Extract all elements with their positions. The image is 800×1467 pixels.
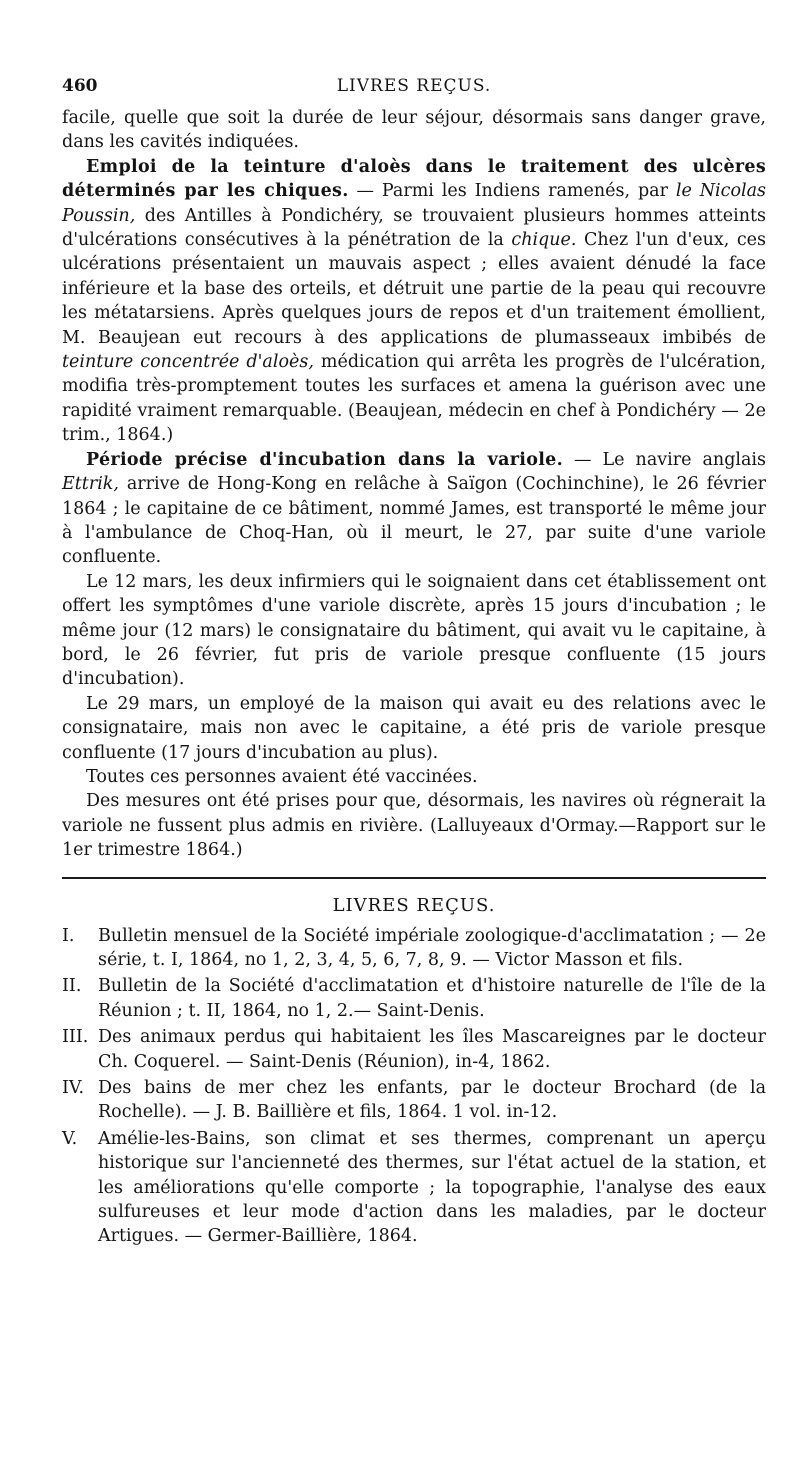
- section-title-livres-recus: LIVRES REÇUS.: [332, 894, 496, 916]
- list-item-number: III.: [62, 1027, 89, 1048]
- book-list: [62, 924, 766, 1249]
- list-item: [62, 1025, 766, 1074]
- paragraph-text: Chez l'un d'eux, ces ulcérations présentaient un mauvais aspect ; elles avaient dénudé la face inférieure et la base des orteils, et détruit une partie de la peau qui recouvre les métatarsiens. Après quelques jours de repos et d'un traitement émollient, M. Beaujean eut recours à des applications de plumasseaux imbibés de: [62, 230, 766, 348]
- page-header: [62, 70, 766, 106]
- paragraph-text: arrive de Hong-Kong en relâche à Saïgon (Cochinchine), le 26 février 1864 ; le capitaine de ce bâtiment, nommé James, est transporté le même jour à l'ambulance de Choq-Han, où il meurt, le 27, par suite d'une variole confluente.: [62, 474, 766, 568]
- paragraph-incubation: [62, 448, 766, 570]
- paragraph-aloe-treatment: [62, 155, 766, 448]
- term-italic: chique.: [511, 230, 577, 251]
- list-item-number: I.: [62, 925, 75, 946]
- list-item: [62, 924, 766, 973]
- paragraph-text: médication qui arrêta les progrès de l'ulcération, modifia très-promptement toutes les surfaces et amena la guérison avec une rapidité vraiment remarquable. (Beaujean, médecin en chef à Pondichéry — 2e trim., 1864.): [62, 352, 766, 446]
- paragraph-text: des Antilles à Pondichéry, se trouvaient plusieurs hommes atteints d'ulcérations consécutives à la pénétration de la: [62, 205, 766, 251]
- paragraph-text: — Le navire anglais: [563, 449, 766, 470]
- running-head: LIVRES REÇUS.: [336, 76, 492, 96]
- paragraph-continuation: facile, quelle que soit la durée de leur séjour, désormais sans danger grave, dans les cavités indiquées.: [62, 108, 766, 153]
- list-item-text: Bulletin mensuel de la Société impériale zoologique-d'acclimatation ; — 2e série, t. I, 1864, no 1, 2, 3, 4, 5, 6, 7, 8, 9. — Victor Masson et fils.: [98, 925, 766, 970]
- list-item-text: Des bains de mer chez les enfants, par le docteur Brochard (de la Rochelle). — J. B. Baillière et fils, 1864. 1 vol. in-12.: [98, 1078, 766, 1123]
- document-page: [62, 70, 766, 1251]
- paragraph-heading-aloe: Emploi de la teinture d'aloès dans le traitement des ulcères déterminés par les chiques.: [62, 156, 766, 202]
- paragraph-measures: Des mesures ont été prises pour que, désormais, les navires où régnerait la variole ne fussent plus admis en rivière. (Lalluyeaux d'Ormay.—Rapport sur le 1er trimestre 1864.): [62, 791, 766, 861]
- list-item: [62, 974, 766, 1023]
- list-item-number: IV.: [62, 1078, 85, 1099]
- paragraph-march-29: Le 29 mars, un employé de la maison qui avait eu des relations avec le consignataire, mais non avec le capitaine, a été pris de variole presque confluente (17 jours d'incubation au plus).: [62, 693, 766, 763]
- ship-name-italic: le Nicolas Poussin,: [62, 181, 766, 226]
- page-number: 460: [62, 76, 98, 96]
- section-divider: [62, 877, 766, 879]
- list-item-text: Bulletin de la Société d'acclimatation et d'histoire naturelle de l'île de la Réunion ; t. II, 1864, no 1, 2.— Saint-Denis.: [98, 976, 766, 1021]
- paragraph-vaccinated: Toutes ces personnes avaient été vaccinées.: [86, 766, 478, 787]
- list-item-number: V.: [62, 1128, 78, 1149]
- list-item-number: II.: [62, 976, 82, 997]
- list-item-text: Des animaux perdus qui habitaient les îles Mascareignes par le docteur Ch. Coquerel. — Saint-Denis (Réunion), in-4, 1862.: [98, 1027, 766, 1072]
- list-item-text: Amélie-les-Bains, son climat et ses thermes, comprenant un aperçu historique sur l'ancienneté des thermes, sur l'état actuel de la station, et les améliorations qu'elle comporte ; la topographie, l'analyse des eaux sulfureuses et leur mode d'action dans les maladies, par le docteur Artigues. — Germer-Baillière, 1864.: [98, 1128, 766, 1247]
- list-item: [62, 1076, 766, 1125]
- paragraph-heading-incubation: Période précise d'incubation dans la variole.: [86, 449, 563, 470]
- paragraph-march-12: Le 12 mars, les deux infirmiers qui le soignaient dans cet établissement ont offert les symptômes d'une variole discrète, après 15 jours d'incubation ; le même jour (12 mars) le consignataire du bâtiment, qui avait vu le capitaine, à bord, le 26 février, fut pris de variole presque confluente (15 jours d'incubation).: [62, 571, 766, 690]
- list-item: [62, 1127, 766, 1249]
- term-italic: teinture concentrée d'aloès,: [62, 352, 314, 373]
- ship-name-italic: Ettrik,: [62, 474, 119, 495]
- paragraph-text: — Parmi les Indiens ramenés, par: [348, 181, 676, 202]
